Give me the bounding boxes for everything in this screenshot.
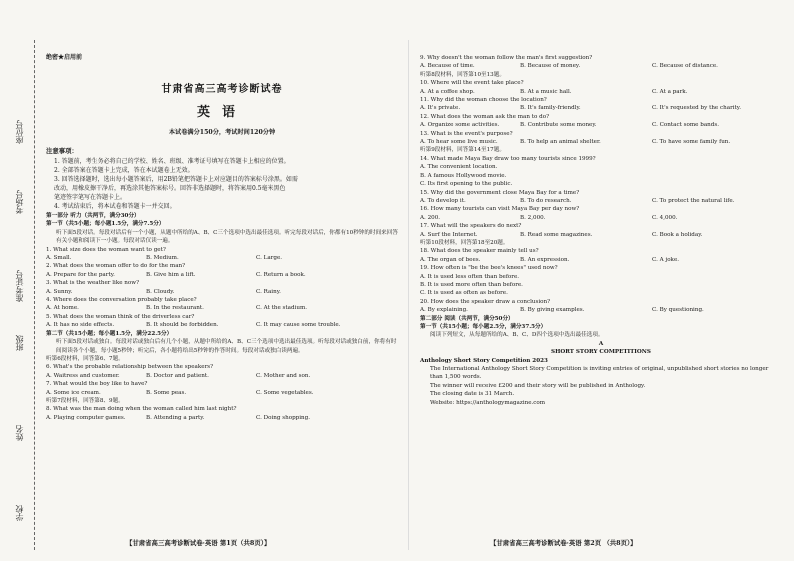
answer-options bbox=[420, 88, 782, 96]
page-divider bbox=[408, 40, 409, 550]
notice-list bbox=[54, 157, 394, 211]
section-heading: 第一节（共5小题；每小题1.5分，满分7.5分） bbox=[46, 221, 165, 228]
answer-options bbox=[420, 256, 782, 264]
option-b: B. Contribute some money. bbox=[520, 122, 597, 129]
notice-item: 改动，用橡皮擦干净后，再选涂其他答案标号。回答非选择题时，将答案用0.5毫米黑色 bbox=[54, 185, 286, 192]
option-b: B. Attending a party. bbox=[146, 414, 205, 421]
margin-label-room: 考场号 bbox=[15, 190, 24, 214]
option-a: A. By explaining. bbox=[420, 307, 468, 314]
instruction-text: Website: https://anthologymagazine.com bbox=[430, 399, 546, 406]
margin-label-seat: 座位号 bbox=[15, 120, 24, 144]
option-b: B. To help an animal shelter. bbox=[520, 139, 601, 146]
option-a: A. It has no side effects. bbox=[46, 322, 115, 329]
option-c: C. Mother and son. bbox=[256, 372, 311, 379]
section-heading: 第二节（共15小题；每小题1.5分，满分22.5分） bbox=[46, 330, 173, 337]
question-text: 9. Why doesn't the woman follow the man's first suggestion? bbox=[420, 55, 593, 61]
answer-options bbox=[46, 321, 398, 329]
option-c: C. Doing shopping. bbox=[256, 414, 310, 421]
section-heading: 第二部分 阅读（共两节，满分50分） bbox=[420, 315, 514, 322]
instruction-text: 听下面5段对话。每段对话后有一个小题，从题中所给的A、B、C三个选项中选出最佳选项。听完每段对话后，你都有10秒钟的时间来回答有关小题和阅读下一小题。每段对话仅读一遍。 bbox=[56, 229, 398, 245]
notice-item: 笔迹签字笔写在答题卡上。 bbox=[54, 194, 127, 201]
question-text: SHORT STORY COMPETITIONS bbox=[551, 349, 651, 356]
option-a: A. Organize some activities. bbox=[420, 122, 500, 129]
exam-title: 甘肃省高三高考诊断试卷 bbox=[161, 84, 283, 95]
question-text: A. The convenient location. bbox=[420, 164, 498, 171]
option-c: C. 4,000. bbox=[652, 214, 678, 221]
answer-options bbox=[420, 104, 782, 112]
instruction-text: The closing date is 31 March. bbox=[430, 391, 515, 398]
option-a: A. At a coffee shop. bbox=[420, 88, 475, 95]
option-c: C. To have some family fun. bbox=[652, 139, 731, 146]
option-b: B. Read some magazines. bbox=[520, 231, 593, 238]
option-b: B. In the restaurant. bbox=[146, 305, 204, 312]
answer-options bbox=[420, 197, 782, 205]
option-b: B. To do research. bbox=[520, 197, 572, 204]
option-c: C. Large. bbox=[256, 255, 283, 262]
margin-label-class: 班级 bbox=[15, 335, 24, 351]
option-b: B. Medium. bbox=[146, 255, 179, 262]
question-text: B. A famous Hollywood movie. bbox=[420, 172, 507, 179]
option-b: B. An expression. bbox=[520, 256, 570, 263]
option-a: A. Sunny. bbox=[46, 288, 73, 295]
footer-page-2: 【甘肃省高三高考诊断试卷·英语 第2页 （共8页）】 bbox=[490, 539, 637, 547]
option-b: B. 2,000. bbox=[520, 214, 546, 221]
section-heading: Anthology Short Story Competition 2023 bbox=[420, 357, 548, 364]
option-c: C. Book a holiday. bbox=[652, 231, 703, 238]
question-text: A. It is used less often than before. bbox=[420, 273, 520, 280]
answer-options bbox=[46, 414, 398, 422]
question-text: 10. Where will the event take place? bbox=[420, 80, 524, 87]
option-a: A. To hear some live music. bbox=[420, 139, 498, 146]
question-text: 7. What would the boy like to have? bbox=[46, 381, 148, 388]
cut-line bbox=[34, 40, 35, 550]
option-b: B. By giving examples. bbox=[520, 307, 585, 314]
question-text: 4. Where does the conversation probably take place? bbox=[46, 297, 197, 304]
option-b: B. Some peas. bbox=[146, 389, 187, 396]
question-text: 13. What is the event's purpose? bbox=[420, 130, 513, 137]
instruction-text: 听下面5段对话或独白。每段对话或独白后有几个小题，从题中所给的A、B、C三个选项中选出最佳选项。听每段对话或独白前，你将有时间阅读各个小题，每小题5秒钟；听完后，各小题将给出5秒钟的作答时间。每段对话或独白读两遍。 bbox=[56, 339, 397, 354]
option-c: C. At the stadium. bbox=[256, 305, 308, 312]
option-a: A. Some ice cream. bbox=[46, 389, 101, 396]
answer-options bbox=[46, 304, 398, 312]
question-text: 听第8段材料，回答第10至13题。 bbox=[420, 71, 505, 78]
question-text: 16. How many tourists can visit Maya Bay per day now? bbox=[420, 206, 580, 213]
margin-label-ticket: 准考证号 bbox=[15, 270, 24, 302]
option-b: B. It should be forbidden. bbox=[146, 322, 219, 329]
answer-options bbox=[46, 372, 398, 380]
notice-item: 3. 回答选择题时，选出每小题答案后，用2B铅笔把答题卡上对应题目的答案标号涂黑。如需 bbox=[54, 176, 298, 183]
question-text: 1. What size does the woman want to get? bbox=[46, 246, 166, 253]
section-heading: 第一节（共15小题；每小题2.5分，满分37.5分） bbox=[420, 324, 547, 330]
notice-heading: 注意事项： bbox=[46, 147, 78, 155]
option-c: C. To protect the natural life. bbox=[652, 197, 735, 204]
option-c: C. By questioning. bbox=[652, 307, 704, 314]
option-a: A. The organ of bees. bbox=[420, 256, 481, 263]
question-text: 6. What's the probable relationship between the speakers? bbox=[46, 364, 214, 371]
question-text: 3. What is the weather like now? bbox=[46, 280, 140, 287]
option-c: C. Some vegetables. bbox=[256, 389, 314, 396]
question-text: 2. What does the woman offer to do for the man? bbox=[46, 263, 186, 270]
question-text: A bbox=[598, 340, 604, 347]
option-c: C. It's requested by the charity. bbox=[652, 105, 741, 112]
question-text: 听第7段材料，回答第8、9题。 bbox=[46, 397, 124, 404]
option-a: A. Because of time. bbox=[420, 63, 475, 70]
option-c: C. Rainy. bbox=[256, 288, 281, 295]
option-a: A. Waitress and customer. bbox=[46, 372, 120, 379]
answer-options bbox=[46, 288, 398, 296]
footer-page-1: 【甘肃省高三高考诊断试卷·英语 第1页（共8页）】 bbox=[126, 539, 271, 547]
question-text: 19. How often is "be the bee's knees" used now? bbox=[420, 265, 558, 272]
option-c: C. A joke. bbox=[652, 256, 680, 263]
score-line: 本试卷满分150分，考试时间120分钟 bbox=[168, 129, 276, 136]
question-text: 8. What was the man doing when the woman called him last night? bbox=[46, 406, 237, 413]
listening-questions bbox=[46, 212, 398, 422]
question-text: B. It is used more often than before. bbox=[420, 281, 523, 288]
notice-item: 1. 答题前，考生务必将自己的学校、姓名、班级、准考证号填写在答题卡上相应的位置。 bbox=[54, 158, 290, 165]
option-a: A. Surf the Internet. bbox=[420, 231, 478, 238]
option-c: C. Because of distance. bbox=[652, 63, 718, 70]
question-text: 15. Why did the government close Maya Bay for a time? bbox=[420, 189, 580, 196]
question-text: C. It is used as often as before. bbox=[420, 290, 508, 297]
answer-options bbox=[420, 306, 782, 314]
question-text: C. Its first opening to the public. bbox=[420, 181, 513, 188]
confidential-mark: 绝密★启用前 bbox=[46, 54, 83, 61]
answer-options bbox=[420, 62, 782, 70]
option-a: A. 200. bbox=[420, 214, 441, 221]
question-text: 听第6段材料，回答第6、7题。 bbox=[46, 355, 124, 362]
option-a: A. Prepare for the party. bbox=[46, 271, 115, 278]
option-b: B. Doctor and patient. bbox=[146, 372, 209, 379]
option-a: A. To develop it. bbox=[420, 197, 466, 204]
notice-item: 2. 全部答案在答题卡上完成，答在本试题卷上无效。 bbox=[54, 167, 194, 174]
question-text: 14. What made Maya Bay draw too many tourists since 1999? bbox=[420, 155, 596, 162]
section-heading: 第一部分 听力（共两节，满分30分） bbox=[46, 213, 140, 219]
option-b: B. Cloudy. bbox=[146, 288, 175, 295]
question-text: 18. What does the speaker mainly tell us? bbox=[420, 248, 539, 255]
margin-label-name: 姓名 bbox=[15, 425, 24, 441]
option-a: A. Small. bbox=[46, 255, 72, 262]
question-text: 11. Why did the woman choose the location? bbox=[420, 97, 547, 104]
instruction-text: The International Anthology Short Story Competition is inviting entries of original, unpublished short stories no longer than 1,500 words. bbox=[430, 366, 769, 381]
instruction-text: 阅读下列短文，从每题所给的A、B、C、D四个选项中选出最佳选项。 bbox=[430, 332, 604, 339]
questions-continued bbox=[420, 54, 782, 407]
answer-options bbox=[420, 138, 782, 146]
option-b: B. It's family-friendly. bbox=[520, 105, 581, 112]
option-a: A. Playing computer games. bbox=[46, 414, 126, 421]
option-b: B. At a music hall. bbox=[520, 88, 572, 95]
question-text: 5. What does the woman think of the driverless car? bbox=[46, 313, 195, 320]
instruction-text: The winner will receive £200 and their story will be published in Anthology. bbox=[430, 382, 646, 389]
answer-options bbox=[420, 121, 782, 129]
option-b: B. Give him a lift. bbox=[146, 271, 196, 278]
question-text: 20. How does the speaker draw a conclusion? bbox=[420, 298, 551, 305]
option-c: C. Return a book. bbox=[256, 271, 306, 278]
margin-label-school: 学校 bbox=[15, 505, 24, 521]
question-text: 听第10段材料，回答第18至20题。 bbox=[420, 239, 509, 246]
option-a: A. At home. bbox=[46, 305, 79, 312]
question-text: 17. What will the speakers do next? bbox=[420, 223, 522, 230]
answer-options bbox=[46, 389, 398, 397]
answer-options bbox=[420, 214, 782, 222]
option-a: A. It's private. bbox=[420, 105, 461, 112]
option-c: C. At a park. bbox=[652, 88, 688, 95]
option-c: C. It may cause some trouble. bbox=[256, 322, 341, 329]
answer-options bbox=[420, 231, 782, 239]
question-text: 12. What does the woman ask the man to do? bbox=[420, 113, 550, 120]
question-text: 听第9段材料，回答第14至17题。 bbox=[420, 147, 505, 154]
notice-item: 4. 考试结束后，将本试卷和答题卡一并交回。 bbox=[54, 203, 176, 210]
option-b: B. Because of money. bbox=[520, 63, 581, 70]
answer-options bbox=[46, 271, 398, 279]
binding-margin bbox=[6, 60, 36, 550]
subject-title: 英语 bbox=[196, 105, 247, 120]
answer-options bbox=[46, 254, 398, 262]
option-c: C. Contact some bands. bbox=[652, 122, 720, 129]
